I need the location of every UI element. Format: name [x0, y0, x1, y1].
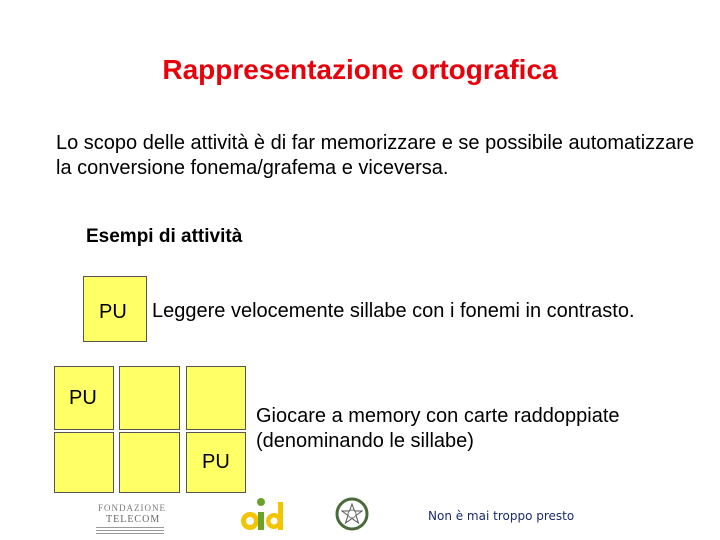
activity2-text: Giocare a memory con carte raddoppiate (denominando le sillabe) [256, 405, 620, 452]
intro-paragraph: Lo scopo delle attività è di far memorizzare e se possibile automatizzare la conversione fonema/grafema e viceversa. [56, 132, 695, 179]
italian-republic-emblem [334, 496, 370, 532]
fondazione-telecom-logo [96, 500, 168, 538]
memory-card [54, 432, 114, 493]
memory-card [119, 432, 180, 493]
activity1-card-label: PU [99, 301, 127, 323]
memory-card-label: PU [202, 451, 230, 473]
emblem-icon [334, 496, 370, 532]
footer-slogan: Non è mai troppo presto [428, 509, 575, 523]
fondazione-logo-line2: TELECOM [106, 514, 161, 525]
slide-title: Rappresentazione ortografica [162, 54, 558, 85]
memory-card [119, 366, 180, 430]
memory-card [186, 432, 246, 493]
activity1-card [83, 276, 147, 342]
activity1-text: Leggere velocemente sillabe con i fonemi in contrasto. [152, 300, 635, 322]
memory-card [54, 366, 114, 430]
aid-logo-icon [238, 494, 284, 534]
fondazione-logo-line1: FONDAZIONE [98, 503, 166, 513]
memory-card-label: PU [69, 387, 97, 409]
aid-logo [238, 494, 284, 534]
memory-card [186, 366, 246, 430]
logo-stripes [96, 527, 164, 535]
examples-heading: Esempi di attività [86, 226, 243, 247]
